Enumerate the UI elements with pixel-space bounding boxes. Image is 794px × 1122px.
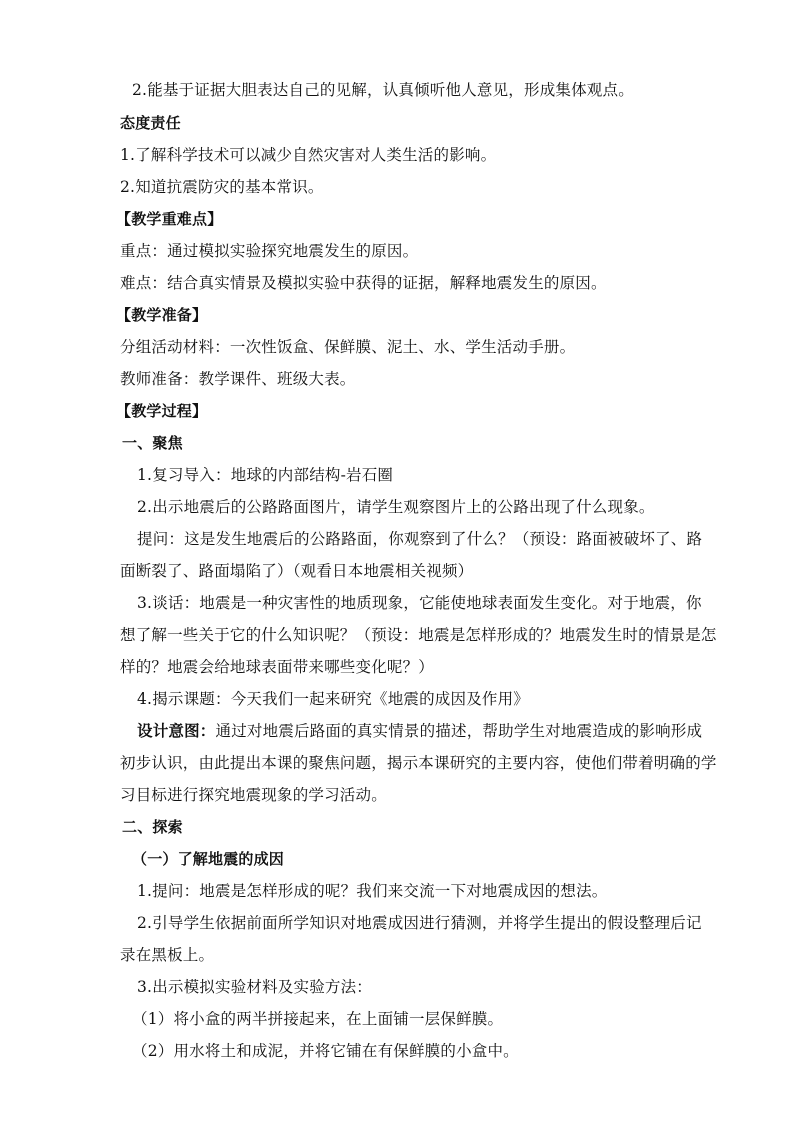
attitude-prev-item-2: 2.能基于证据大胆表达自己的见解，认真倾听他人意见，形成集体观点。	[132, 81, 634, 99]
prep-heading: 【教学准备】	[116, 306, 208, 324]
explore-heading: 二、探索	[122, 818, 183, 836]
explore-step-2-line-1: 2.引导学生依据前面所学知识对地震成因进行猜测，并将学生提出的假设整理后记	[137, 914, 702, 932]
design-intent-text: 通过对地震后路面的真实情景的描述，帮助学生对地震造成的影响形成	[215, 722, 703, 740]
attitude-item-1: 1.了解科学技术可以减少自然灾害对人类生活的影响。	[120, 146, 497, 164]
design-intent-label: 设计意图：	[137, 722, 216, 740]
focus-step-3-line-3: 样的？地震会给地球表面带来哪些变化呢？）	[120, 658, 435, 676]
focus-step-4: 4.揭示课题：今天我们一起来研究《地震的成因及作用》	[137, 690, 529, 708]
design-intent-line-1	[137, 721, 702, 741]
focus-question-line-2: 面断裂了、路面塌陷了）（观看日本地震相关视频）	[120, 562, 474, 580]
explore-subheading-1: （一）了解地震的成因	[132, 850, 285, 868]
focus-question-line-1: 提问：这是发生地震后的公路路面，你观察到了什么？（预设：路面被破坏了、路	[137, 530, 703, 548]
focus-heading: 一、聚焦	[122, 434, 183, 452]
process-heading: 【教学过程】	[116, 402, 208, 420]
explore-step-2-line-2: 录在黑板上。	[120, 946, 215, 964]
difficulty-key-point: 重点：通过模拟实验探究地震发生的原因。	[120, 242, 419, 260]
difficulty-hard-point: 难点：结合真实情景及模拟实验中获得的证据，解释地震发生的原因。	[120, 274, 607, 292]
prep-group-materials: 分组活动材料：一次性饭盒、保鲜膜、泥土、水、学生活动手册。	[120, 338, 576, 356]
explore-step-1: 1.提问：地震是怎样形成的呢？我们来交流一下对地震成因的想法。	[137, 882, 608, 900]
experiment-method-2: （2）用水将土和成泥，并将它铺在有保鲜膜的小盒中。	[132, 1042, 519, 1060]
focus-step-2: 2.出示地震后的公路路面图片，请学生观察图片上的公路出现了什么现象。	[137, 498, 655, 516]
focus-step-3-line-2: 想了解一些关于它的什么知识呢？（预设：地震是怎样形成的？地震发生时的情景是怎	[120, 626, 717, 644]
focus-step-3-line-1: 3.谈话：地震是一种灾害性的地质现象，它能使地球表面发生变化。对于地震，你	[137, 594, 702, 612]
experiment-method-1: （1）将小盒的两半拼接起来，在上面铺一层保鲜膜。	[132, 1010, 504, 1028]
focus-step-1: 1.复习导入：地球的内部结构-岩石圈	[137, 466, 394, 484]
design-intent-line-3: 习目标进行探究地震现象的学习活动。	[120, 786, 387, 804]
difficulty-heading: 【教学重难点】	[116, 210, 223, 228]
attitude-heading: 态度责任	[120, 114, 181, 132]
explore-step-3: 3.出示模拟实验材料及实验方法：	[137, 978, 372, 996]
prep-teacher: 教师准备：教学课件、班级大表。	[120, 370, 356, 388]
design-intent-line-2: 初步认识，由此提出本课的聚焦问题，揭示本课研究的主要内容，使他们带着明确的学	[120, 754, 717, 772]
attitude-item-2: 2.知道抗震防灾的基本常识。	[120, 178, 324, 196]
